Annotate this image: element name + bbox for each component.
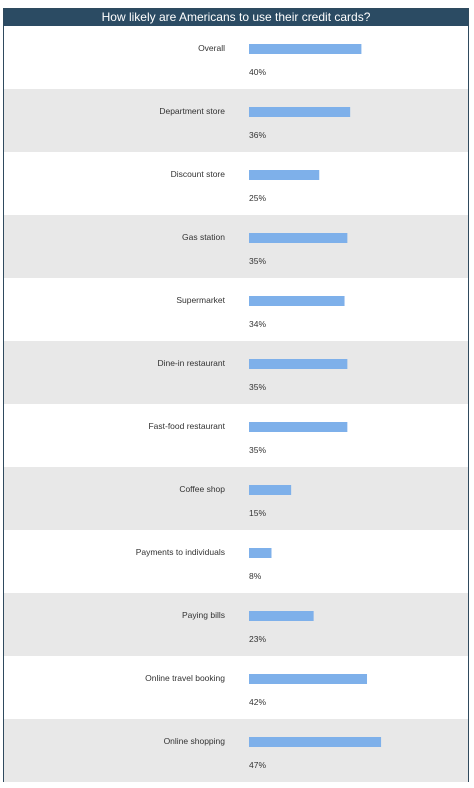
bar <box>249 548 271 558</box>
value-label: 35% <box>249 256 267 266</box>
row-background <box>4 404 468 467</box>
row-background <box>4 26 468 89</box>
bar-chart <box>4 26 468 782</box>
bar <box>249 674 367 684</box>
category-label: Fast-food restaurant <box>148 421 225 431</box>
category-label: Department store <box>159 106 225 116</box>
row-background <box>4 530 468 593</box>
value-label: 15% <box>249 508 267 518</box>
bar <box>249 422 347 432</box>
bar <box>249 737 381 747</box>
row-background <box>4 215 468 278</box>
value-label: 25% <box>249 193 267 203</box>
row-background <box>4 152 468 215</box>
value-label: 36% <box>249 130 267 140</box>
value-label: 8% <box>249 571 262 581</box>
category-label: Online shopping <box>163 736 225 746</box>
value-label: 35% <box>249 445 267 455</box>
value-label: 42% <box>249 697 267 707</box>
category-label: Payments to individuals <box>135 547 225 557</box>
row-background <box>4 341 468 404</box>
chart-frame <box>3 8 469 782</box>
category-label: Gas station <box>182 232 225 242</box>
category-label: Discount store <box>170 169 225 179</box>
bar <box>249 107 350 117</box>
bar <box>249 296 345 306</box>
category-label: Dine-in restaurant <box>157 358 225 368</box>
row-background <box>4 593 468 656</box>
row-background <box>4 89 468 152</box>
value-label: 35% <box>249 382 267 392</box>
bar <box>249 170 319 180</box>
value-label: 34% <box>249 319 267 329</box>
category-label: Paying bills <box>182 610 225 620</box>
row-background <box>4 278 468 341</box>
bar <box>249 359 347 369</box>
row-background <box>4 656 468 719</box>
chart-title: How likely are Americans to use their credit cards? <box>4 9 468 26</box>
bar <box>249 611 314 621</box>
row-background <box>4 719 468 782</box>
value-label: 47% <box>249 760 267 770</box>
value-label: 23% <box>249 634 267 644</box>
category-label: Coffee shop <box>179 484 225 494</box>
bar <box>249 485 291 495</box>
category-label: Online travel booking <box>145 673 225 683</box>
row-background <box>4 467 468 530</box>
category-label: Overall <box>198 43 225 53</box>
category-label: Supermarket <box>176 295 225 305</box>
bar <box>249 233 347 243</box>
bar <box>249 44 361 54</box>
value-label: 40% <box>249 67 267 77</box>
